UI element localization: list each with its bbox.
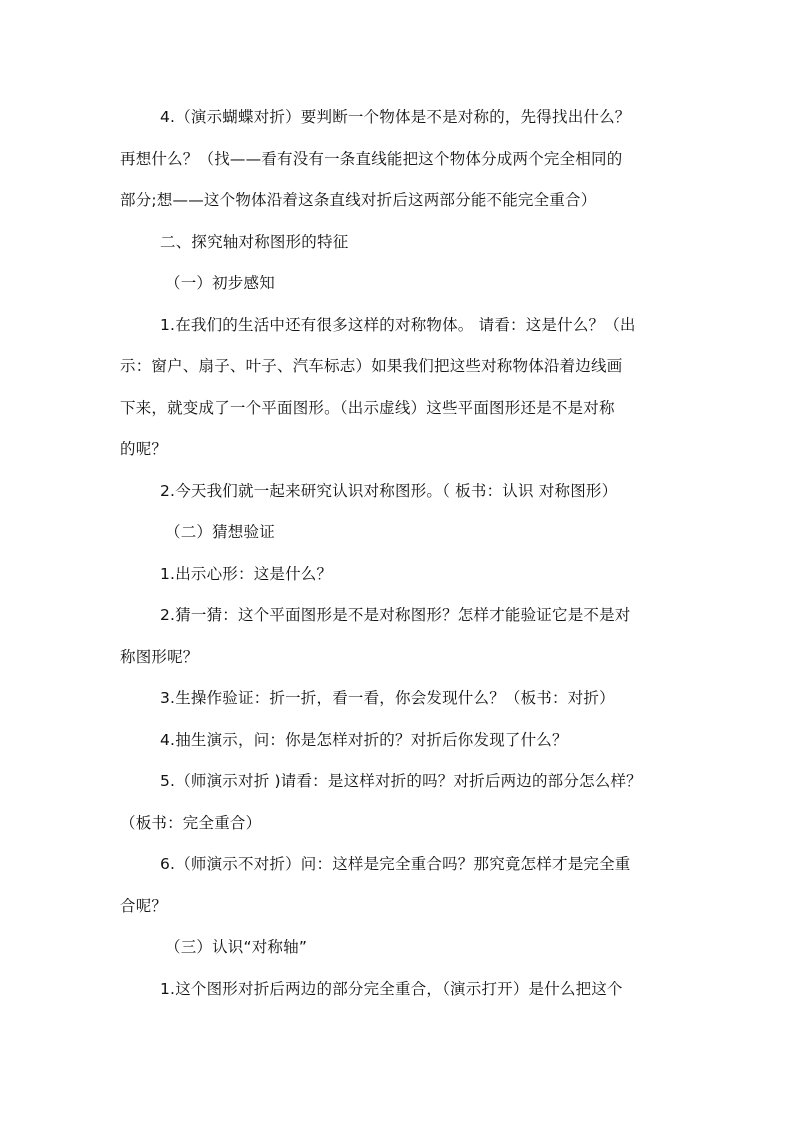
subsection-heading-2: （二）猜想验证 xyxy=(165,523,275,541)
text-line-9: 的呢？ xyxy=(120,440,168,458)
text-line-13: 2.猜一猜：这个平面图形是不是对称图形？怎样才能验证它是不是对 xyxy=(160,606,631,624)
text-line-6: 1.在我们的生活中还有很多这样的对称物体。 请看：这是什么？（出 xyxy=(160,316,636,334)
text-line-7: 示：窗户、扇子、叶子、汽车标志）如果我们把这些对称物体沿着边线画 xyxy=(120,357,623,375)
text-line-10: 2.今天我们就一起来研究认识对称图形。（ 板书：认识 对称图形） xyxy=(160,482,618,500)
subsection-heading-1: （一）初步感知 xyxy=(165,274,275,292)
text-line-2: 再想什么？（找——看有没有一条直线能把这个物体分成两个完全相同的 xyxy=(120,150,623,168)
text-line-15: 3.生操作验证：折一折，看一看，你会发现什么？（板书：对折） xyxy=(160,689,615,707)
text-line-3: 部分;想——这个物体沿着这条直线对折后这两部分能不能完全重合） xyxy=(120,191,597,209)
text-line-8: 下来，就变成了一个平面图形。（出示虚线）这些平面图形还是不是对称 xyxy=(120,399,615,417)
subsection-heading-3: （三）认识“对称轴” xyxy=(165,938,308,956)
text-line-20: 合呢？ xyxy=(120,897,168,915)
text-line-1: 4.（演示蝴蝶对折）要判断一个物体是不是对称的，先得找出什么？ xyxy=(160,108,631,126)
text-line-12: 1.出示心形：这是什么？ xyxy=(160,565,333,583)
text-line-16: 4.抽生演示，问：你是怎样对折的？对折后你发现了什么？ xyxy=(160,731,568,749)
text-line-18: （板书：完全重合） xyxy=(120,814,262,832)
text-line-19: 6.（师演示不对折）问：这样是完全重合吗？那究竟怎样才是完全重 xyxy=(160,855,631,873)
section-heading: 二、探究轴对称图形的特征 xyxy=(160,233,349,251)
text-line-22: 1.这个图形对折后两边的部分完全重合，（演示打开）是什么把这个 xyxy=(160,980,623,998)
text-line-17: 5.（师演示对折 )请看：是这样对折的吗？对折后两边的部分怎么样？ xyxy=(160,772,642,790)
text-line-14: 称图形呢？ xyxy=(120,648,199,666)
